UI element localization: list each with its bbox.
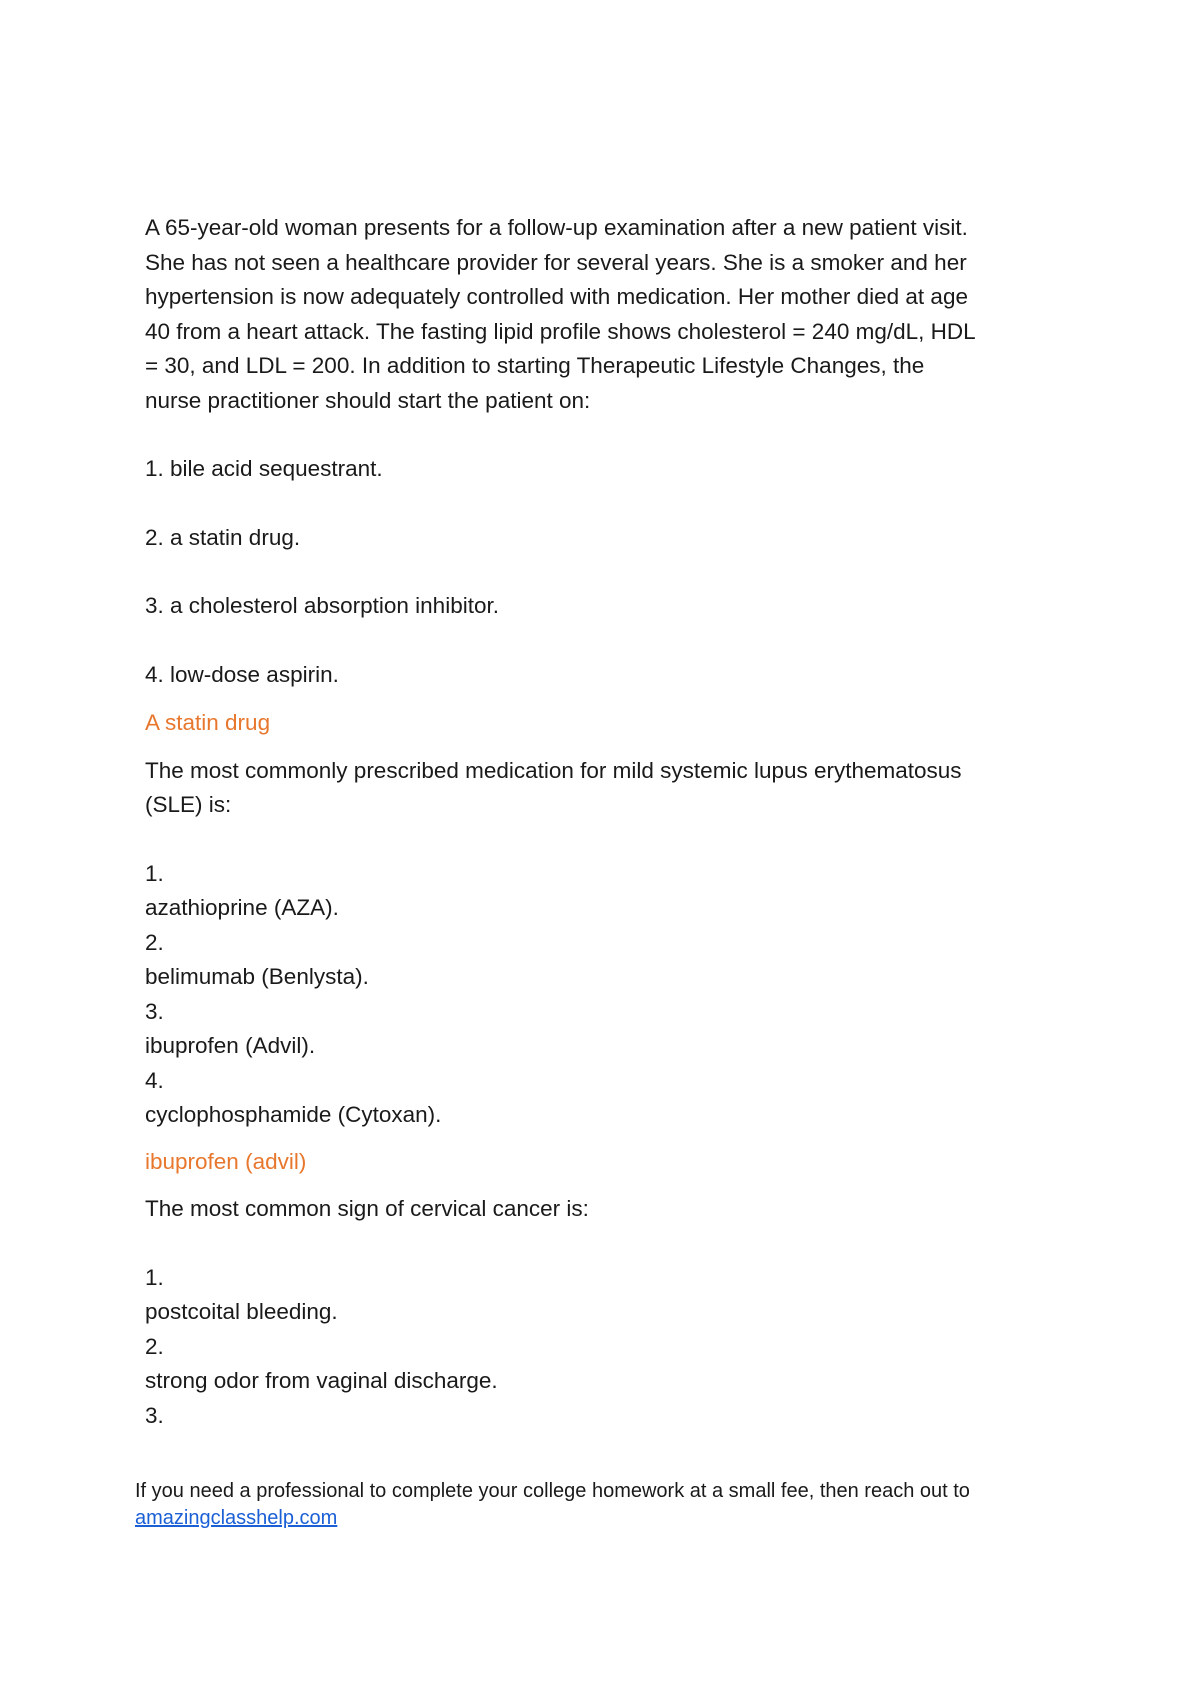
question-2-option-1-text: azathioprine (AZA). [145,895,339,920]
question-2-option-2-number: 2. [145,929,164,955]
question-3-option-2-text: strong odor from vaginal discharge. [145,1368,498,1393]
footer-link[interactable]: amazingclasshelp.com [135,1507,338,1529]
question-1-option-4: 4. low-dose aspirin. [145,661,339,687]
question-2-options [145,857,1065,1133]
question-3-options [145,1261,1065,1434]
question-1-option-2: 2. a statin drug. [145,524,301,550]
question-1-answer: A statin drug [145,710,271,735]
document-body [145,211,1065,1445]
question-2-option-3-number: 3. [145,998,164,1024]
question-1-option-1: 1. bile acid sequestrant. [145,456,383,481]
question-2-option-4-text: cyclophosphamide (Cytoxan). [145,1102,442,1127]
question-2-option-1-number: 1. [145,860,164,886]
page-footer [135,1478,1095,1532]
question-1-option-3: 3. a cholesterol absorption inhibitor. [145,593,499,618]
question-2-answer: ibuprofen (advil) [145,1148,307,1174]
question-3-stem: The most common sign of cervical cancer is: [145,1196,589,1221]
question-1-stem: A 65-year-old woman presents for a follow-up examination after a new patient visit. She has not seen a healthcare provider for several years. She is a smoker and her hypertension is now adequately controlled with medication. Her mother died at age 40 from a heart attack. The fasting lipid profile shows cholesterol = 240 mg/dL, HDL = 30, and LDL = 200. In addition to starting Therapeutic Lifestyle Changes, the nurse practitioner should start the patient on: [145,215,975,413]
question-3-option-3-number: 3. [145,1402,164,1428]
question-3-option-1-number: 1. [145,1264,164,1290]
question-2-option-4-number: 4. [145,1067,164,1093]
footer-text: If you need a professional to complete your college homework at a small fee, then reach out to [135,1480,970,1502]
question-2-option-3-text: ibuprofen (Advil). [145,1033,316,1058]
question-3-option-1-text: postcoital bleeding. [145,1299,338,1324]
question-2-option-2-text: belimumab (Benlysta). [145,964,369,989]
question-2-stem: The most commonly prescribed medication for mild systemic lupus erythematosus (SLE) is: [145,757,962,817]
question-3-option-2-number: 2. [145,1333,164,1359]
